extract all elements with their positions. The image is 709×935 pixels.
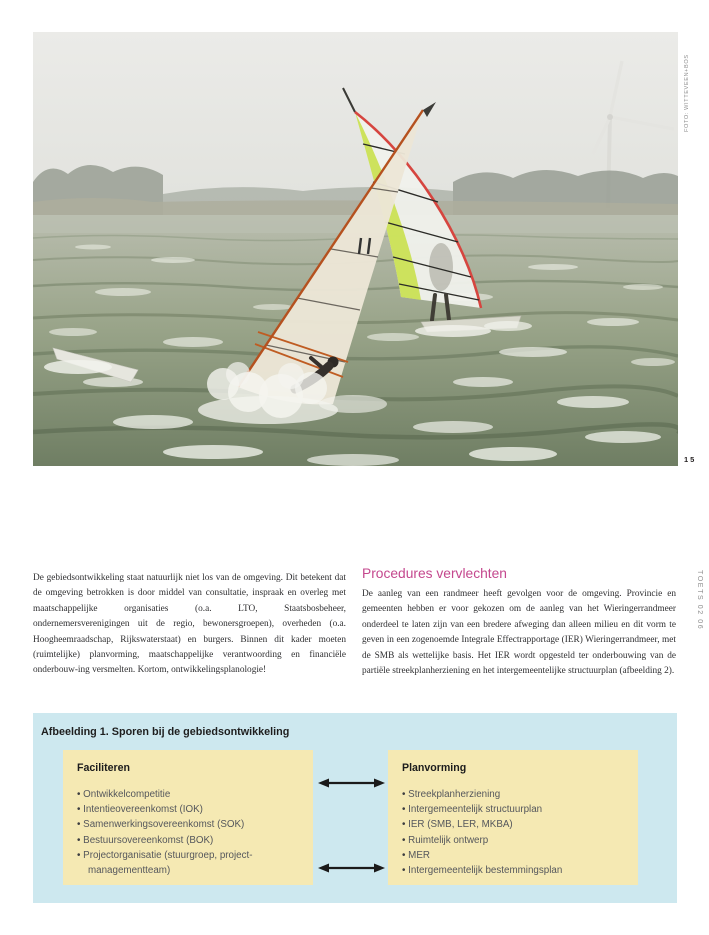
planning-bullet-list <box>402 787 624 878</box>
list-item: • Ontwikkelcompetitie <box>77 787 299 802</box>
list-item: • Samenwerkingsovereenkomst (SOK) <box>77 817 299 832</box>
body-paragraph-left: De gebiedsontwikkeling staat natuurlijk niet los van de omgeving. Dit betekent dat de omgeving betrokken is door middel van consultatie, inspraak en overleg met maatschappelijke organisaties (o.a. LTO, Staatsbosbeheer, ondernemersverenigingen uit de regio, bewonersgroepen), overheden (o.a. Hoogheemraadschap, Rijkswaterstaat) en burgers. Binnen dit kader moeten (ruimtelijke) planvorming, maatschappelijke verantwoording en financiële onderbouw-ing versmelten. Kortom, ontwikkelingsplanologie! <box>33 573 346 676</box>
figure-caption: Afbeelding 1. Sporen bij de gebiedsontwikkeling <box>41 726 290 738</box>
body-paragraph-right: De aanleg van een randmeer heeft gevolgen voor de omgeving. Provincie en gemeenten hebben er voor gekozen om de aanleg van het Wieringerrandmeer onderdeel te laten zijn van een bredere afweging dan alleen milieu en dit vorm te geven in een zogenoemde Integrale Effectrapportage (IER) Wieringerrandmeer, met de SMB als wettelijke basis. Het IER wordt opgesteld ter onderbouwing van de partiële streekplanherziening en het intergemeentelijke structuurplan (afbeelding 2). <box>362 589 676 677</box>
facilitate-box <box>63 750 313 885</box>
double-arrow-bottom <box>318 862 385 874</box>
right-column <box>362 566 676 679</box>
list-item: • Bestuursovereenkomst (BOK) <box>77 833 299 848</box>
list-item: • MER <box>402 848 624 863</box>
list-item: • Ruimtelijk ontwerp <box>402 833 624 848</box>
facilitate-bullet-list <box>77 787 299 878</box>
double-arrow-top <box>318 777 385 789</box>
facilitate-box-title: Faciliteren <box>77 762 130 774</box>
planning-box-title: Planvorming <box>402 762 467 774</box>
edition-side-label: TOETS 02 06 <box>696 570 703 631</box>
photo-credit-label: FOTO: WITTEVEEN+BOS <box>684 54 690 132</box>
list-item: • IER (SMB, LER, MKBA) <box>402 817 624 832</box>
list-item: • Intentieovereenkomst (IOK) <box>77 802 299 817</box>
planning-box <box>388 750 638 885</box>
section-heading: Procedures vervlechten <box>362 566 507 581</box>
figure-1-diagram <box>33 713 677 903</box>
list-item: • Intergemeentelijk structuurplan <box>402 802 624 817</box>
page-number: 15 <box>684 455 697 464</box>
list-item: • Streekplanherziening <box>402 787 624 802</box>
list-item: • Projectorganisatie (stuurgroep, project-managementteam) <box>77 848 299 878</box>
hero-photo-windsurfers <box>33 32 678 466</box>
list-item: • Intergemeentelijk bestemmingsplan <box>402 863 624 878</box>
